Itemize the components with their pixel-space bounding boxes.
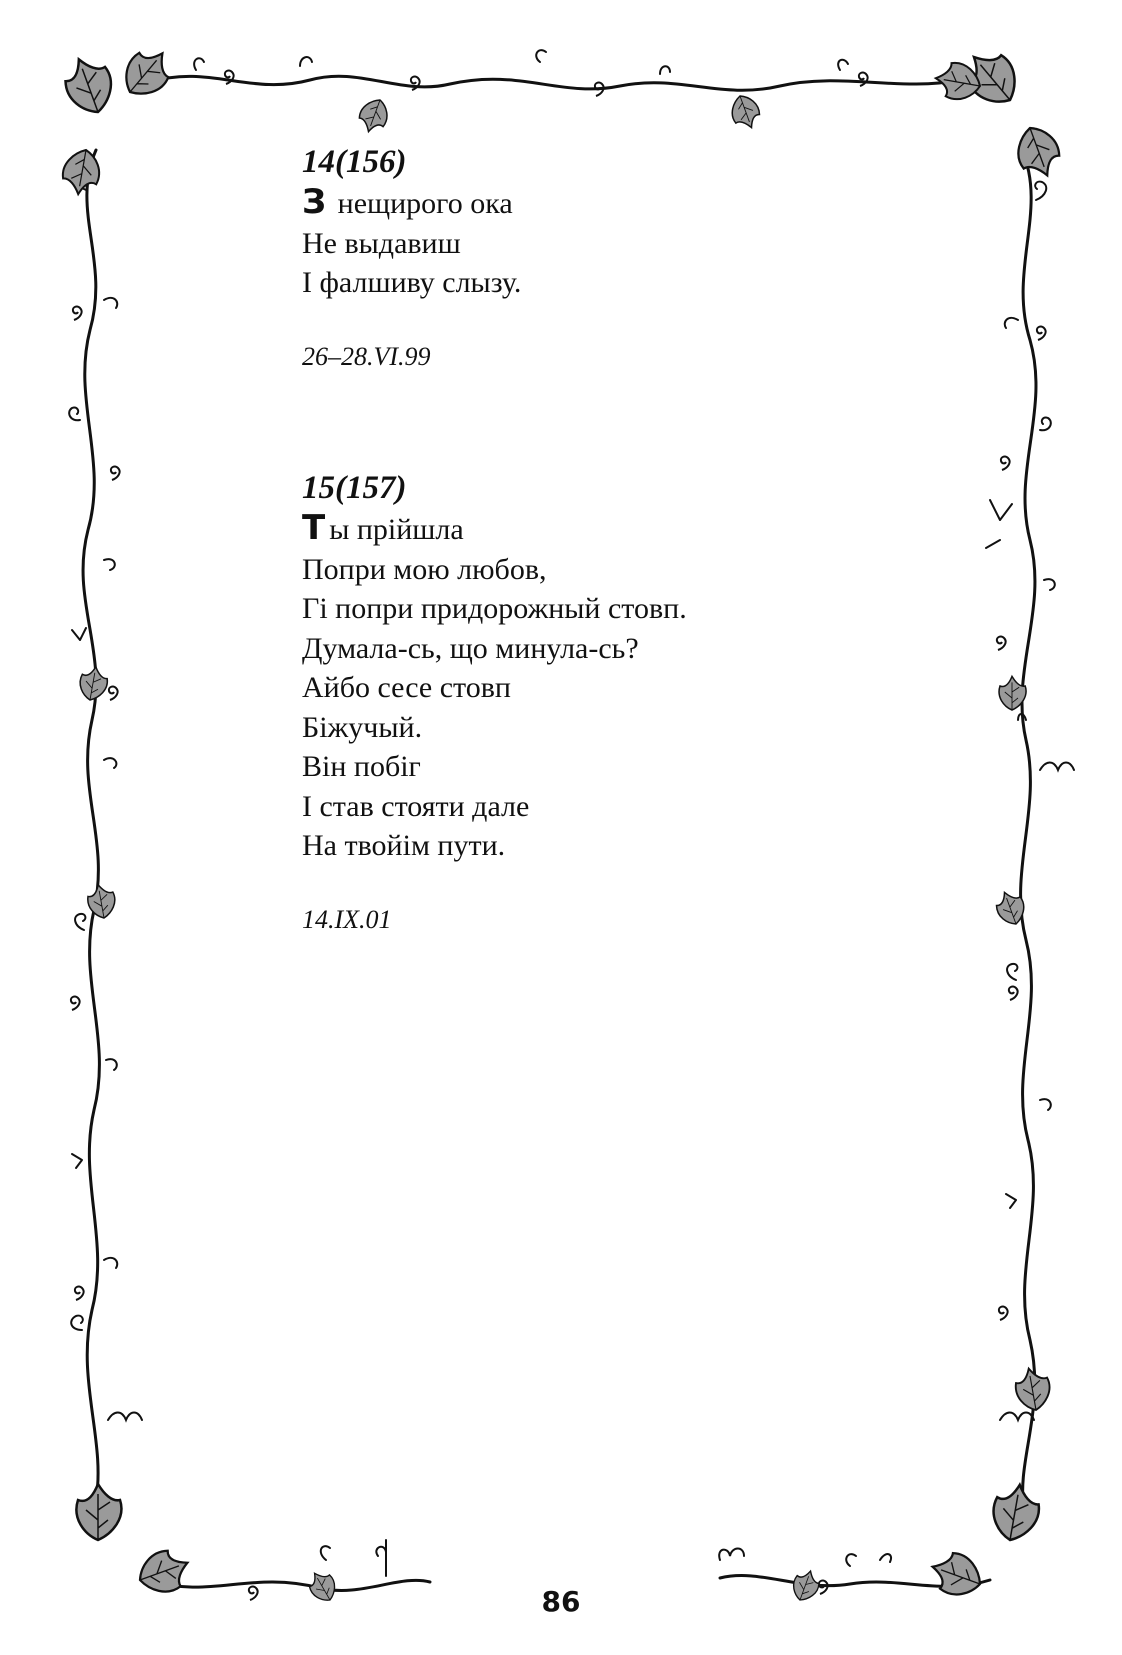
poem-line: Попри мою любов,: [302, 552, 547, 586]
poem-line: На твойім пути.: [302, 829, 506, 862]
poem-line: Гі попри придорожный стовп.: [302, 592, 687, 625]
poem-date: 14.IX.01: [302, 904, 392, 934]
poem-date: 26–28.VI.99: [302, 341, 431, 371]
poem-line: Він побіг: [302, 750, 421, 783]
poem-line: Не выдавиш: [302, 226, 461, 260]
poem-number: 15(157): [302, 470, 407, 506]
poem-number: 14(156): [302, 144, 407, 180]
poem-line: І став стояти дале: [302, 789, 530, 823]
drop-cap: З: [302, 182, 327, 222]
poem-line: Айбо сесе стовп: [302, 671, 511, 704]
poem-line: Біжучый.: [302, 710, 423, 744]
poem-line: І фалшиву слызу.: [302, 266, 522, 299]
poem-line: Думала-сь, що минула-сь?: [302, 631, 639, 665]
page-number: 86: [541, 1585, 581, 1618]
drop-cap: Т: [302, 508, 326, 548]
first-line-text: нещирого ока: [330, 187, 513, 220]
poem-first-line: [302, 510, 1002, 550]
first-line-text: ы прійшла: [329, 513, 464, 546]
poem-first-line: [302, 184, 1002, 224]
poem-15: [302, 466, 1002, 936]
poem-14: [302, 140, 1002, 373]
